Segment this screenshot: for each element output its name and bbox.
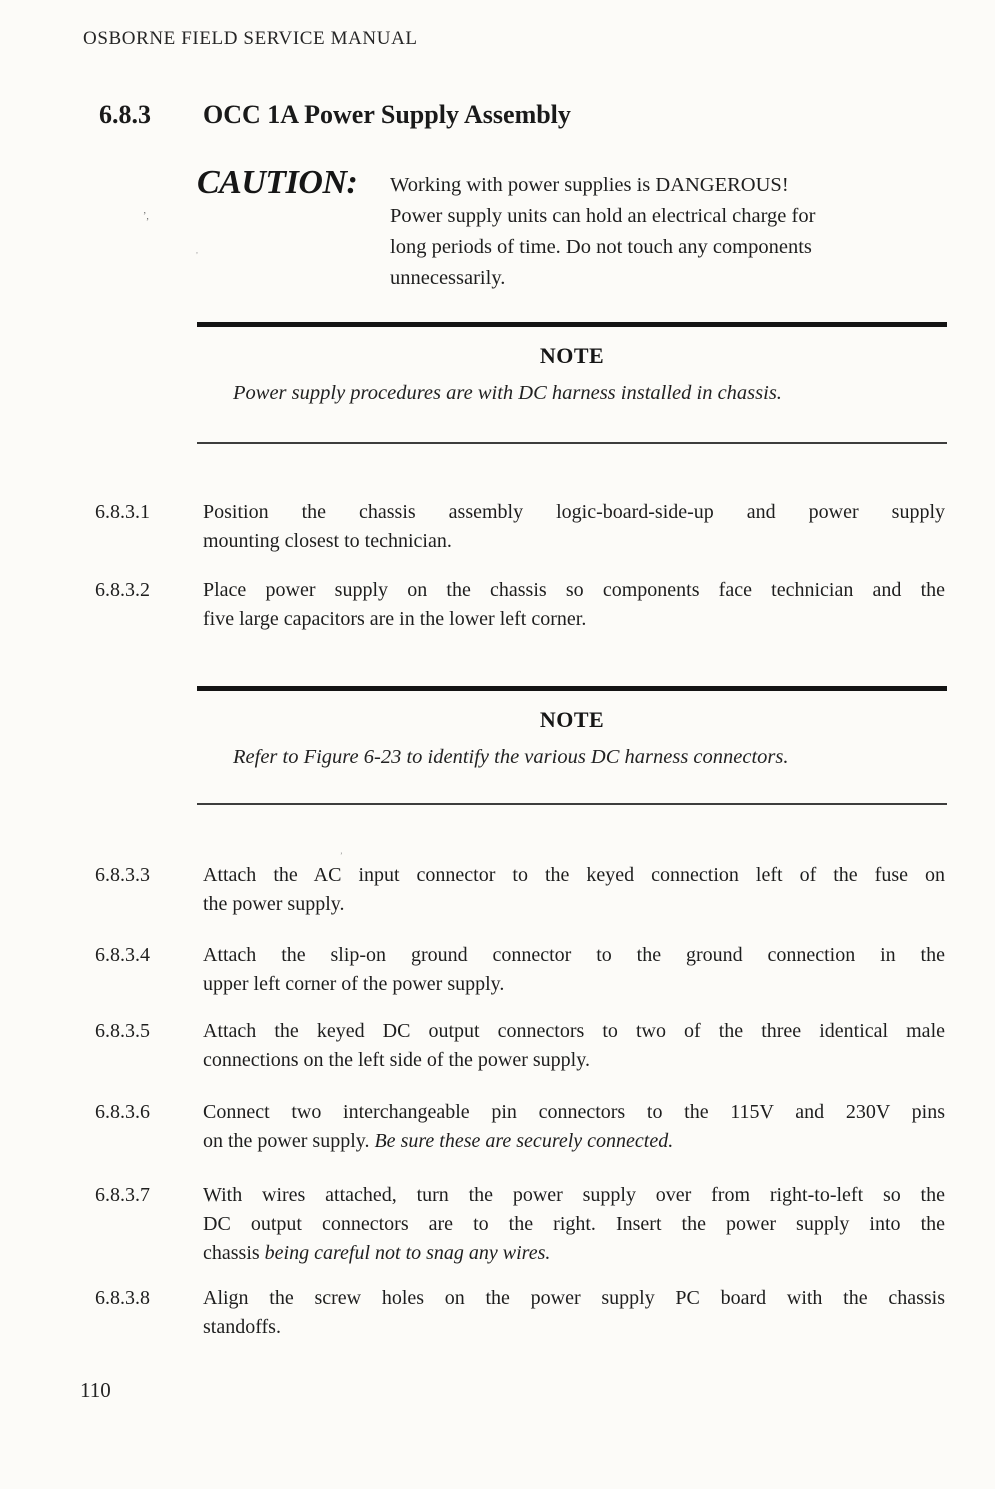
scan-artifact: ’ (340, 851, 343, 860)
note-text: Refer to Figure 6-23 to identify the various DC harness connectors. (233, 746, 789, 768)
section-heading (99, 100, 571, 130)
step-number: 6.8.3.6 (95, 1101, 150, 1123)
caution-line: long periods of time. Do not touch any components (390, 236, 812, 258)
step-text: Attach the slip-on ground connector to the ground connection in the upper left corner of the power supply. (203, 944, 945, 995)
step-number: 6.8.3.1 (95, 501, 150, 523)
caution-text (390, 170, 960, 294)
step-number: 6.8.3.7 (95, 1184, 150, 1206)
caution-line: unnecessarily. (390, 267, 506, 289)
section-title: OCC 1A Power Supply Assembly (203, 100, 571, 129)
page-number: 110 (80, 1378, 111, 1402)
step-text: Connect two interchangeable pin connectors to the 115V and 230V pins on the power supply. Be sure these are securely connected. (203, 1101, 945, 1152)
note-text: Power supply procedures are with DC harness installed in chassis. (233, 382, 782, 404)
step-number: 6.8.3.8 (95, 1287, 150, 1309)
step-text: With wires attached, turn the power supply over from right-to-left so the DC output connectors are to the right. Insert the power supply into the chassis being careful not to snag any wires. (203, 1184, 945, 1264)
caution-label: CAUTION: (197, 164, 358, 201)
running-header: OSBORNE FIELD SERVICE MANUAL (83, 28, 418, 49)
step-text: Attach the AC input connector to the keyed connection left of the fuse on the power supply. (203, 864, 945, 915)
step-text: Attach the keyed DC output connectors to two of the three identical male connections on the left side of the power supply. (203, 1020, 945, 1071)
caution-line: Power supply units can hold an electrical charge for (390, 205, 816, 227)
note-heading: NOTE (539, 707, 605, 732)
caution-line: Working with power supplies is DANGEROUS! (390, 174, 789, 196)
step-number: 6.8.3.2 (95, 579, 150, 601)
step-number: 6.8.3.5 (95, 1020, 150, 1042)
note-heading: NOTE (539, 343, 605, 368)
section-number: 6.8.3 (99, 100, 151, 129)
step-text: Align the screw holes on the power supply PC board with the chassis standoffs. (203, 1287, 945, 1338)
step-number: 6.8.3.4 (95, 944, 150, 966)
scan-artifact: ’, (143, 211, 149, 222)
scan-artifact: , (196, 246, 198, 255)
note-block (197, 686, 947, 805)
note-block (197, 322, 947, 444)
step-number: 6.8.3.3 (95, 864, 150, 886)
step-text: Position the chassis assembly logic-board-side-up and power supply mounting closest to technician. (203, 501, 945, 552)
step-text: Place power supply on the chassis so components face technician and the five large capacitors are in the lower left corner. (203, 579, 945, 630)
